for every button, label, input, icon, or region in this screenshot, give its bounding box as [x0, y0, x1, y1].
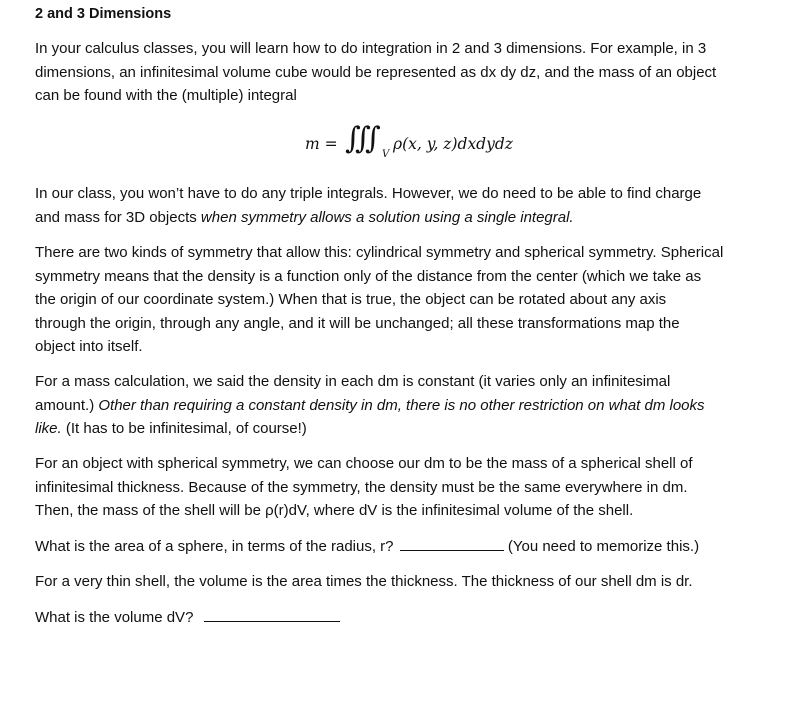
paragraph-4-line-3 — [35, 417, 785, 441]
volume-prompt: What is the volume dV? — [35, 609, 194, 626]
paragraph-3-line-1: There are two kinds of symmetry that allow this: cylindrical symmetry and spherical symmetry. Spherical — [35, 244, 724, 261]
volume-answer-blank[interactable] — [204, 607, 340, 622]
spherical-shell-paragraph — [35, 452, 785, 523]
integral-subscript: V — [382, 149, 390, 160]
sphere-area-prompt: What is the area of a sphere, in terms of the radius, r? — [35, 538, 394, 555]
intro-line-3: can be found with the (multiple) integral — [35, 87, 297, 104]
paragraph-2-text: and mass for 3D objects — [35, 208, 201, 226]
section-heading: 2 and 3 Dimensions — [35, 6, 172, 22]
paragraph-4-emphasis: Other than requiring a constant density in dm, there is no other restriction on what dm looks — [98, 396, 705, 414]
equation-integrand: ρ(x, y, z)dxdydz — [393, 135, 513, 153]
paragraph-4-line-2 — [35, 394, 785, 418]
sphere-area-question — [35, 535, 699, 558]
paragraph-3-line-2: symmetry means that the density is a function only of the distance from the center (which we take as — [35, 267, 702, 285]
triple-integral-paragraph — [35, 182, 785, 229]
memorize-note: (You need to memorize this.) — [507, 538, 700, 555]
paragraph-5-line-1: For an object with spherical symmetry, we can choose our dm to be the mass of a spherical shell of — [35, 455, 693, 472]
intro-line-2: dimensions, an infinitesimal volume cube would be represented as dx dy dz, and the mass of an object — [35, 63, 717, 81]
triple-integral-symbol: ∭ — [345, 121, 367, 156]
paragraph-2-line-2 — [35, 206, 785, 230]
mass-calculation-paragraph — [35, 370, 785, 441]
volume-question — [35, 606, 340, 629]
paragraph-2-emphasis: when symmetry allows a solution using a single integral. — [200, 208, 574, 226]
paragraph-4-line-1: For a mass calculation, we said the density in each dm is constant (it varies only an infinitesimal — [35, 373, 671, 390]
paragraph-4-emphasis-end: like. — [35, 420, 62, 437]
paragraph-3-line-3: the origin of our coordinate system.) When that is true, the object can be rotated about any axis — [35, 291, 667, 308]
intro-line-1: In your calculus classes, you will learn how to do integration in 2 and 3 dimensions. For example, in 3 — [35, 40, 707, 57]
paragraph-3-line-4: through the origin, through any angle, and it will be unchanged; all these transformations map the — [35, 314, 680, 332]
sphere-area-answer-blank[interactable] — [400, 536, 504, 551]
thin-shell-statement: For a very thin shell, the volume is the area times the thickness. The thickness of our shell dm is dr. — [35, 573, 693, 590]
paragraph-4-text: amount.) — [35, 396, 99, 414]
intro-paragraph — [35, 37, 785, 108]
paragraph-5-line-3: Then, the mass of the shell will be ρ(r)dV, where dV is the infinitesimal volume of the shell. — [35, 502, 634, 519]
symmetry-paragraph — [35, 241, 785, 359]
paragraph-4-text-end: (It has to be infinitesimal, of course!) — [61, 420, 307, 437]
paragraph-5-line-2: infinitesimal thickness. Because of the symmetry, the density must be the same everywhere in dm. — [35, 478, 688, 496]
paragraph-2-line-1: In our class, you won’t have to do any triple integrals. However, we do need to be able to find charge — [35, 185, 702, 202]
equation-lhs: m = — [305, 135, 338, 153]
paragraph-3-line-5: object into itself. — [35, 338, 143, 355]
